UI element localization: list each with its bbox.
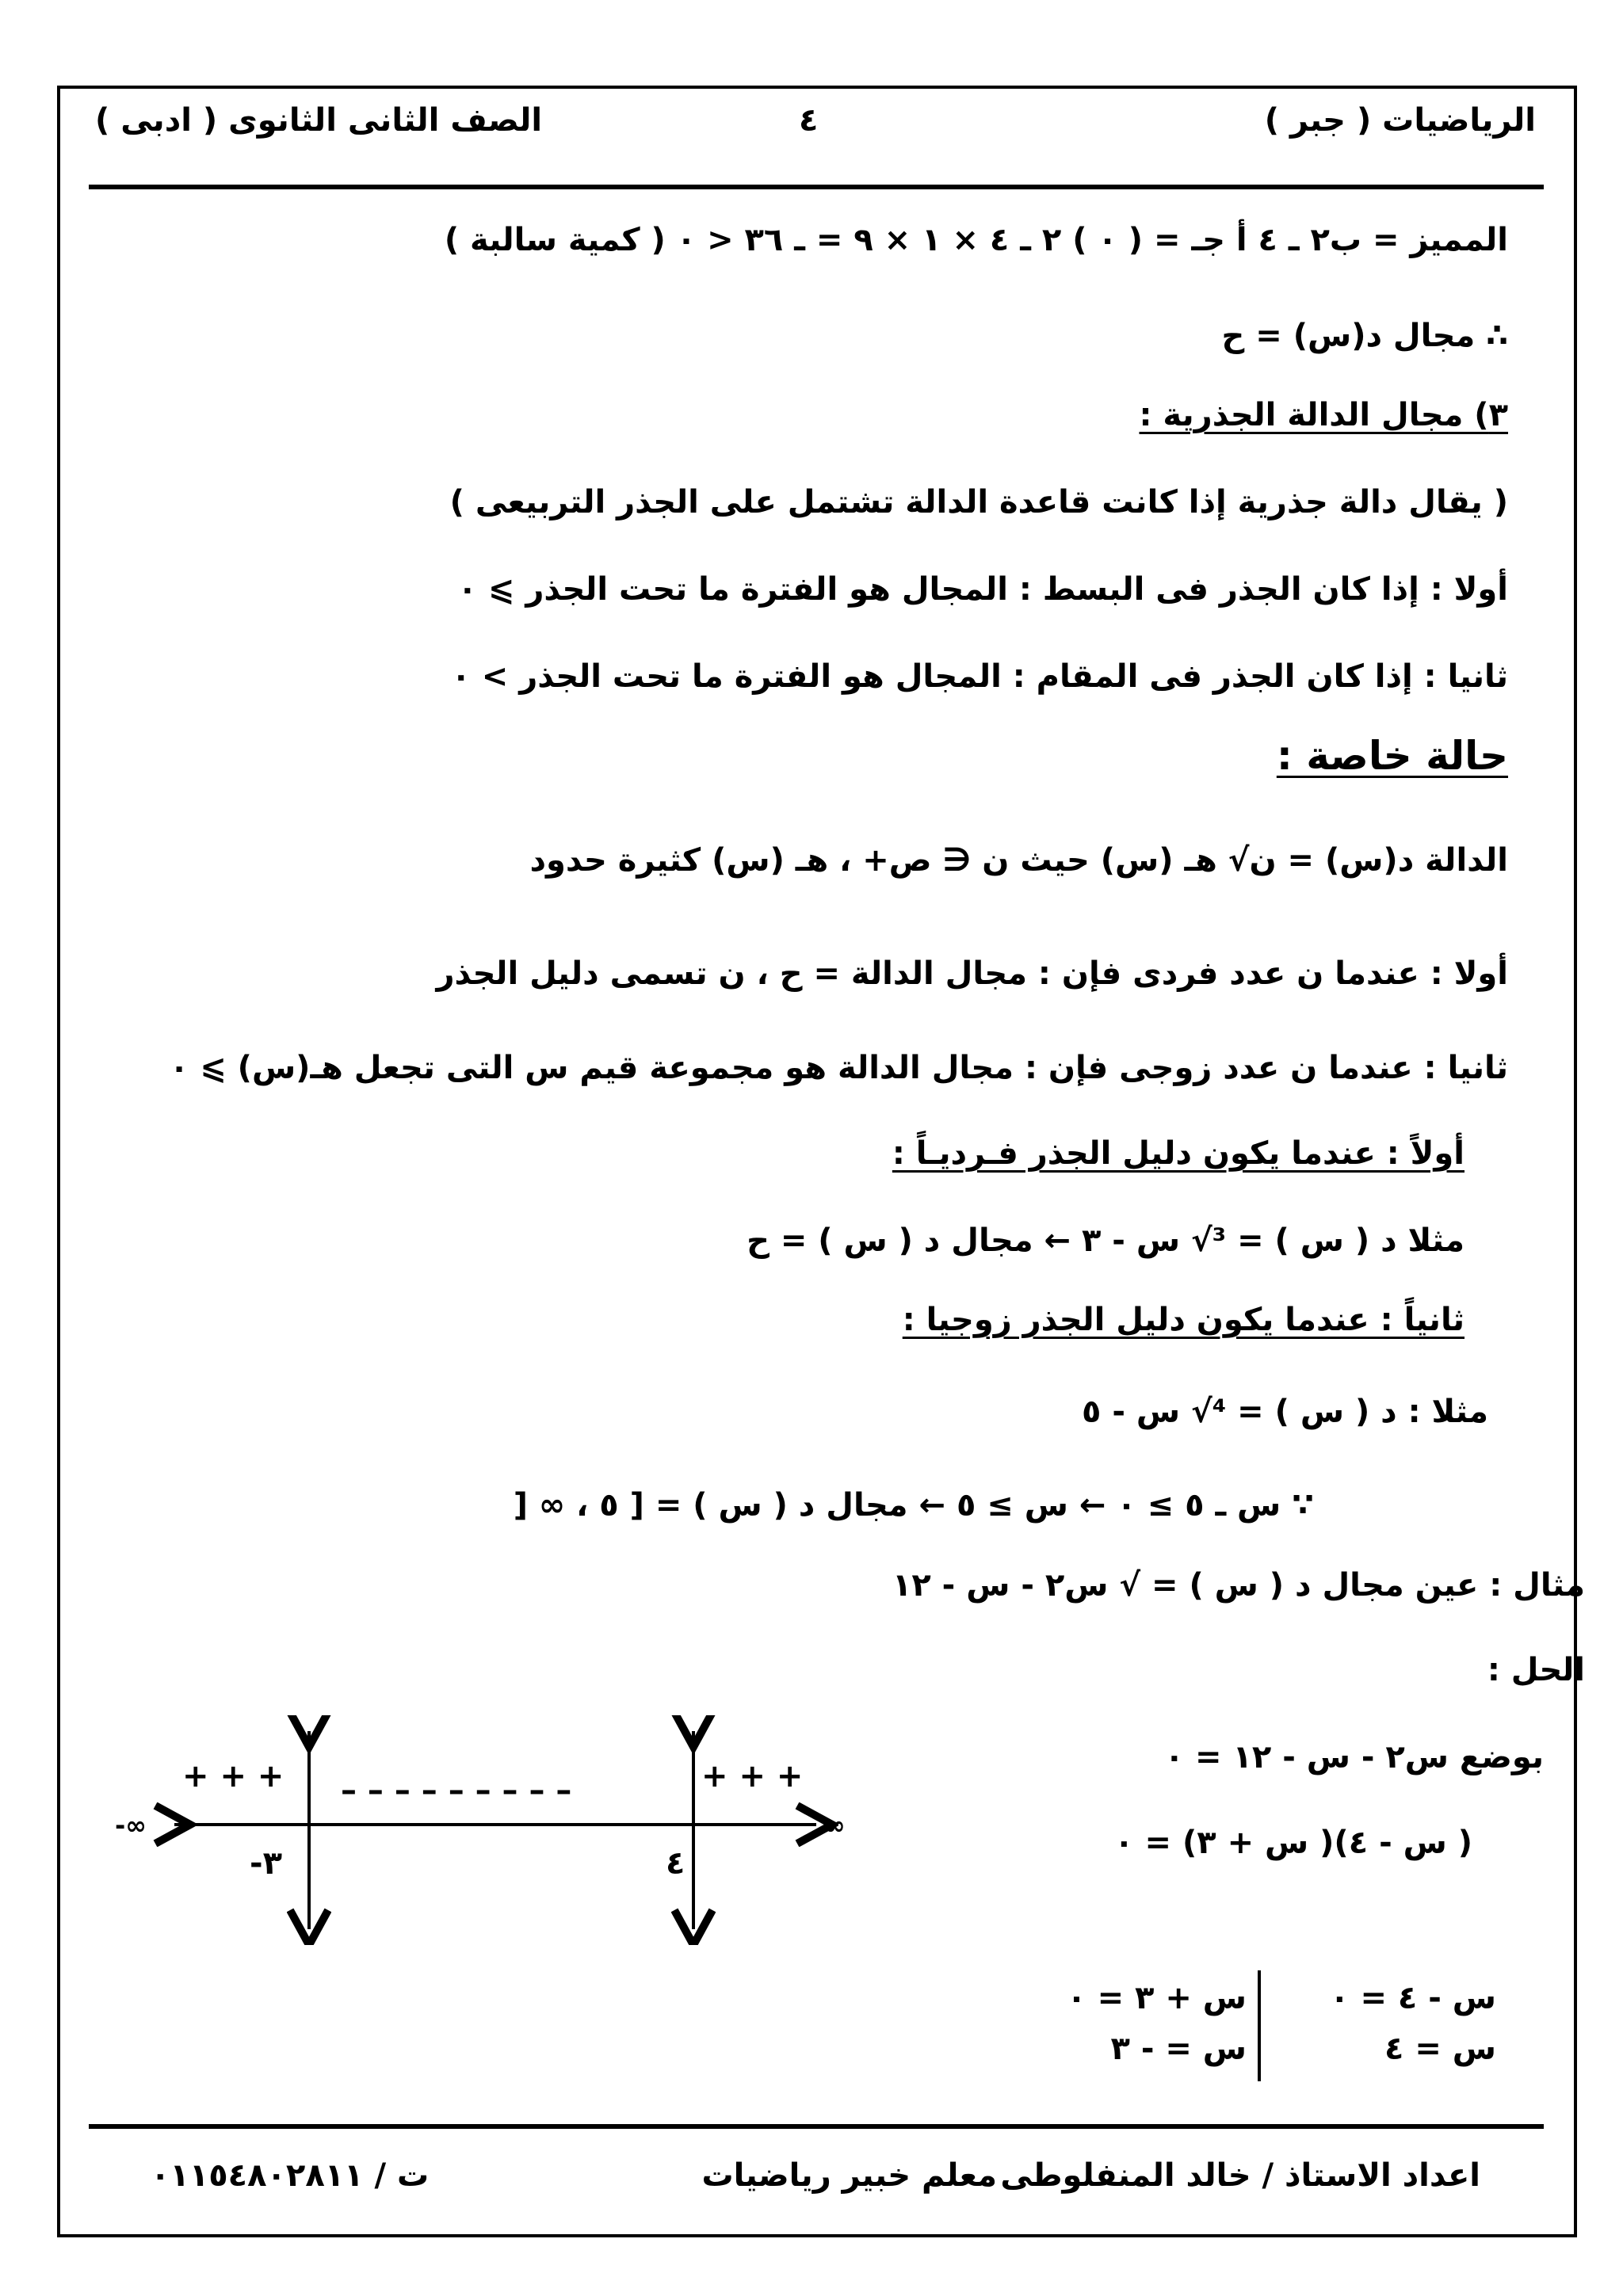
even-root-solution: ∵ س ـ ٥ ≥ ٠ ← س ≥ ٥ ← مجال د ( س ) = [ ٥ ، ∞ [ [513, 1487, 1314, 1524]
odd-index-heading: أولاً : عندما يكون دليل الجذر فـرديـاً : [892, 1135, 1465, 1172]
footer-phone: ت / ٠١١٥٤٨٠٢٨١١ [151, 2157, 430, 2194]
rule-denominator: ثانيا : إذا كان الجذر فى المقام : المجال هو الفترة ما تحت الجذر > ٠ [451, 658, 1508, 695]
domain-result: ∴ مجال د(س) = ح [1221, 318, 1508, 354]
root-left-label: -٣ [250, 1845, 283, 1882]
special-case-title: حالة خاصة : [1276, 733, 1508, 779]
right-infinity-label: ∞ [824, 1810, 846, 1840]
middle-sign-label: – – – – – – – – – [341, 1772, 572, 1809]
header-rule [89, 185, 1544, 189]
even-index-rule: ثانيا : عندما ن عدد زوجى فإن : مجال الدالة هو مجموعة قيم س التى تجعل هـ(س) ⩾ ٠ [169, 1050, 1508, 1086]
root-right-label: ٤ [666, 1845, 685, 1882]
footer-author: اعداد الاستاذ / خالد المنفلوطى [1000, 2157, 1480, 2194]
header-subject: الرياضيات ( جبر ) [1264, 102, 1536, 139]
root-b-equation: س + ٣ = ٠ [1067, 1980, 1247, 2016]
solution-label: الحل : [1487, 1652, 1585, 1688]
step-factor: ( س - ٤)( س + ٣) = ٠ [1114, 1825, 1472, 1861]
root-b-value: س = - ٣ [1110, 2031, 1247, 2067]
left-infinity-label: -∞ [115, 1810, 147, 1840]
left-sign-label: + + + [182, 1758, 285, 1794]
header-grade: الصف الثانى الثانوى ( ادبى ) [95, 102, 543, 139]
root-a-equation: س - ٤ = ٠ [1330, 1980, 1496, 2016]
header-page-number: ٤ [799, 102, 819, 139]
footer-rule [89, 2124, 1544, 2129]
special-function: الدالة د(س) = ن√ هـ (س) حيث ن ∈ ص+ ، هـ (س) كثيرة حدود [529, 842, 1508, 879]
discriminant-line: المميز = ب٢ ـ ٤ أ جـ = ( ٠ ) ٢ ـ ٤ × ١ × ٩ = ـ ٣٦ < ٠ ( كمية سالبة ) [444, 222, 1508, 258]
even-index-heading: ثانياً : عندما يكون دليل الجذر زوجيا : [902, 1302, 1465, 1338]
rule-numerator: أولا : إذا كان الجذر فى البسط : المجال هو الفترة ما تحت الجذر ⩾ ٠ [457, 571, 1508, 608]
footer-title: معلم خبير رياضيات [701, 2157, 997, 2194]
section-heading: ٣) مجال الدالة الجذرية : [1139, 397, 1508, 433]
step-set-zero: بوضع س٢ - س - ١٢ = ٠ [1164, 1739, 1544, 1775]
root-a-value: س = ٤ [1384, 2031, 1496, 2067]
example-odd-root: مثلا د ( س ) = ³√ س - ٣ ← مجال د ( س ) = ح [747, 1222, 1465, 1259]
example-even-root: مثلا : د ( س ) = ⁴√ س - ٥ [1082, 1394, 1488, 1430]
sign-number-line [111, 1715, 872, 1945]
odd-index-rule: أولا : عندما ن عدد فردى فإن : مجال الدالة = ح ، ن تسمى دليل الجذر [436, 955, 1508, 992]
right-sign-label: + + + [701, 1758, 804, 1794]
roots-divider [1258, 1970, 1261, 2081]
definition-line: ( يقال دالة جذرية إذا كانت قاعدة الدالة تشتمل على الجذر التربيعى ) [449, 484, 1508, 521]
example-question: مثال : عين مجال د ( س ) = √ س٢ - س - ١٢ [892, 1567, 1585, 1604]
